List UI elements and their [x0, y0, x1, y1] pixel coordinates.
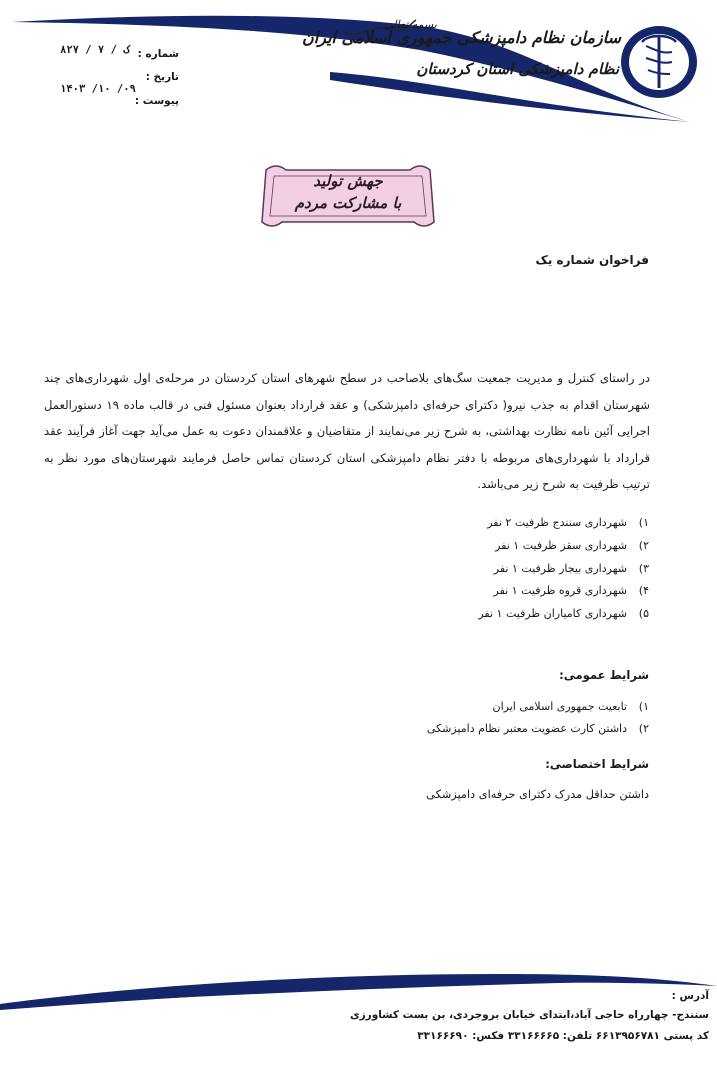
announcement-title: فراخوان شماره یک	[535, 253, 649, 267]
announcement-paragraph: در راستای کنترل و مدیریت جمعیت سگ‌های بلاصاحب در سطح شهرهای استان کردستان در مرحله‌ی اول شهرداری‌های چند شهرستان اقدام به جذب نیرو( دکترای حرفه‌ای دامپزشکی) و عقد قرارداد بعنوان مسئول فنی در قالب ماده ۱۹ دستورالعمل اجرایی آئین نامه نظارت بهداشتی، به شرح زیر می‌نمایند از متقاضیان و علاقمندان دعوت به عمل می‌آید جهت آغاز فرآیند عقد قرارداد با شهرداری‌های مربوطه با دفتر نظام دامپزشکی استان کردستان تماس حاصل فرمایند شهرستان‌های مورد نظر به ترتیب ظرفیت به شرح زیر می‌باشد.	[44, 371, 651, 491]
slogan-line1: جهش تولید	[313, 172, 383, 190]
list-item: ۴)شهرداری قروه ظرفیت ۱ نفر	[493, 584, 649, 598]
general-condition-item: ۱)تابعیت جمهوری اسلامی ایران	[492, 700, 649, 713]
special-conditions-heading: شرایط اختصاصی:	[545, 757, 649, 771]
contact-info: کد پستی ۶۶۱۳۹۵۶۷۸۱ تلفن: ۳۳۱۶۶۶۶۵ فکس: ۳۳۱۶۶۶۹۰	[417, 1030, 709, 1042]
list-item: ۳)شهرداری بیجار ظرفیت ۱ نفر	[493, 561, 649, 575]
date-label: تاریخ :	[145, 71, 179, 83]
signature-text: بسمه تعالی	[384, 18, 437, 31]
general-condition-item: ۲)داشتن کارت عضویت معتبر نظام دامپزشکی	[426, 722, 649, 735]
address-label: آدرس :	[671, 990, 709, 1002]
list-item: ۵)شهرداری کامیاران ظرفیت ۱ نفر	[478, 607, 649, 621]
org-name-line2: نظام دامپزشکی استان کردستان	[416, 60, 619, 78]
address-text: سنندج- چهارراه حاجی آباد،ابتدای خیابان بروجردی، بن بست کشاورزی	[350, 1009, 709, 1021]
org-name-line1: سازمان نظام دامپزشکی جمهوری اسلامی ایران	[301, 28, 621, 47]
number-value: ۸۲۷ / ۷ / ک	[60, 44, 130, 56]
number-label: شماره :	[137, 48, 179, 60]
list-item: ۱)شهرداری سنندج ظرفیت ۲ نفر	[487, 516, 649, 529]
municipality-list	[478, 512, 649, 626]
special-condition-text: داشتن حداقل مدرک دکترای حرفه‌ای دامپزشکی	[426, 788, 649, 801]
date-value: ۱۴۰۳ /۱۰ /۰۹	[60, 83, 136, 95]
slogan-text	[256, 170, 440, 214]
general-conditions-heading: شرایط عمومی:	[559, 668, 649, 682]
veterinary-organization-logo	[618, 22, 700, 102]
list-item: ۲)شهرداری سقز ظرفیت ۱ نفر	[495, 538, 649, 552]
attachment-label: پیوست :	[134, 95, 179, 107]
slogan-line2: با مشارکت مردم	[294, 194, 402, 212]
